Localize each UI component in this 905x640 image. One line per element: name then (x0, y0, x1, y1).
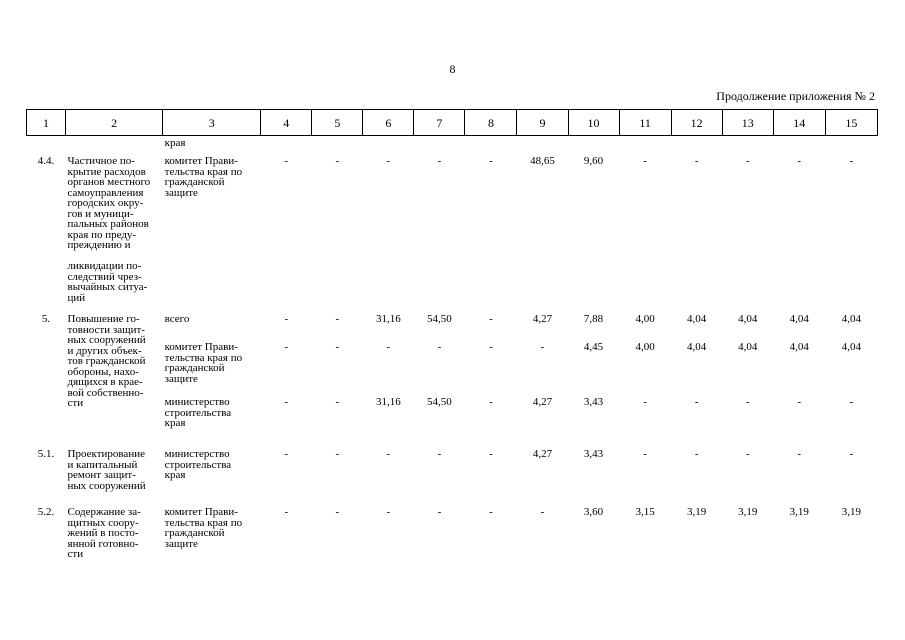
header-cell: 14 (773, 110, 825, 136)
cell-value (825, 136, 877, 157)
table-row (27, 156, 878, 314)
header-cell: 5 (312, 110, 363, 136)
cell-value: - (335, 448, 340, 460)
cell-value: 3,60 (583, 506, 604, 518)
header-cell: 9 (517, 110, 568, 136)
cell-value: - (797, 155, 802, 167)
cell-value: - (797, 448, 802, 460)
cell-agency: комитет Прави- тельства края по гражданской защите (164, 155, 243, 199)
cell-agency: министерство строительства края (164, 448, 232, 481)
cell-name: Содержание за- щитных соору- жений в посто- янной готовно- сти (67, 506, 141, 560)
cell-value: 3,19 (841, 506, 861, 518)
table-row (27, 449, 878, 507)
cell-agency: министерство строительства края (164, 396, 232, 429)
header-cell: 4 (261, 110, 312, 136)
cell-value: - (540, 341, 545, 353)
cell-value: 4,27 (532, 448, 553, 460)
cell-value: - (284, 448, 289, 460)
table-row (27, 314, 878, 342)
page-number: 8 (449, 62, 456, 76)
cell-value: - (694, 396, 699, 408)
cell-value: 54,50 (427, 396, 452, 408)
cell-value: - (643, 396, 647, 408)
cell-value: 3,19 (738, 506, 758, 518)
cell-value: - (489, 313, 493, 325)
header-cell: 1 (27, 110, 66, 136)
cell-value: 4,00 (635, 341, 655, 353)
cell-value: 3,19 (687, 506, 707, 518)
continuation-label: Продолжение приложения № 2 (716, 89, 875, 103)
cell-name (66, 136, 163, 157)
cell-name: Частичное по- крытие расходов органов местного самоуправления городских окру- гов и муници- пальных районов края по преду- преждению и ликвидации по- следствий чрез- вычайных ситуа- ций (67, 155, 151, 304)
cell-value (363, 136, 414, 157)
cell-value: - (643, 448, 647, 460)
cell-value: - (489, 448, 493, 460)
cell-value: - (284, 313, 289, 325)
cell-value: 31,16 (375, 396, 401, 408)
cell-value: 4,04 (738, 313, 758, 325)
cell-no: 5.2. (37, 506, 55, 518)
cell-value: - (540, 506, 545, 518)
cell-value (261, 136, 312, 157)
header-cell: 3 (163, 110, 261, 136)
cell-value: - (643, 155, 647, 167)
cell-value: - (489, 155, 493, 167)
cell-value: - (335, 396, 340, 408)
cell-no: 5.1. (37, 448, 55, 460)
cell-value: - (797, 396, 802, 408)
header-cell: 10 (568, 110, 619, 136)
cell-no: 5. (41, 313, 51, 325)
appendix-table (26, 109, 878, 565)
cell-value: - (335, 506, 340, 518)
cell-value: - (386, 155, 391, 167)
header-cell: 6 (363, 110, 414, 136)
cell-value (312, 136, 363, 157)
cell-value: - (335, 155, 340, 167)
cell-value: 4,45 (583, 341, 604, 353)
cell-name: Повышение го- товности защит- ных сооружений и других объек- тов гражданской обороны, нахо- дящихся в крае- вой собственно- сти (67, 313, 146, 409)
cell-value: - (335, 341, 340, 353)
header-cell: 2 (66, 110, 163, 136)
header-cell: 15 (825, 110, 877, 136)
cell-value: - (284, 506, 289, 518)
cell-value: - (745, 155, 750, 167)
cell-value: 7,88 (583, 313, 604, 325)
cell-value: - (386, 341, 391, 353)
cell-no (27, 136, 66, 157)
cell-no: 4.4. (37, 155, 55, 167)
cell-value: - (386, 506, 391, 518)
cell-agency: всего (164, 313, 190, 325)
cell-value: - (694, 155, 699, 167)
cell-value: 4,04 (841, 341, 861, 353)
cell-value: 4,27 (532, 313, 553, 325)
header-cell: 8 (465, 110, 517, 136)
cell-value: 3,19 (789, 506, 809, 518)
table-row (27, 507, 878, 565)
cell-value: 31,16 (375, 313, 401, 325)
cell-value: - (284, 396, 289, 408)
cell-value: 54,50 (427, 313, 452, 325)
cell-value: 3,43 (583, 448, 604, 460)
cell-value: - (284, 155, 289, 167)
cell-value (568, 136, 619, 157)
cell-value: - (489, 506, 493, 518)
header-cell: 7 (414, 110, 465, 136)
cell-value: 4,00 (635, 313, 655, 325)
cell-value: - (489, 396, 493, 408)
cell-value: 3,43 (583, 396, 604, 408)
cell-value: 4,04 (687, 313, 707, 325)
cell-agency: края (164, 137, 186, 149)
cell-value: 4,04 (789, 341, 809, 353)
cell-value: - (849, 448, 854, 460)
cell-value: 4,04 (687, 341, 707, 353)
cell-value: - (437, 155, 442, 167)
cell-value: - (849, 155, 854, 167)
header-cell: 11 (619, 110, 671, 136)
cell-value: 4,04 (841, 313, 861, 325)
cell-value: - (745, 396, 750, 408)
cell-name: Проектирование и капитальный ремонт защит- ных сооружений (67, 448, 146, 492)
table-row (27, 136, 878, 157)
cell-value: - (694, 448, 699, 460)
cell-value: - (745, 448, 750, 460)
cell-value (517, 136, 568, 157)
cell-value (773, 136, 825, 157)
cell-value: - (386, 448, 391, 460)
cell-value: - (489, 341, 493, 353)
cell-value: - (849, 396, 854, 408)
cell-value (671, 136, 722, 157)
cell-value: 9,60 (583, 155, 604, 167)
header-cell: 12 (671, 110, 722, 136)
cell-value: 48,65 (530, 155, 555, 167)
cell-value: 4,04 (738, 341, 758, 353)
cell-value: - (284, 341, 289, 353)
cell-value (722, 136, 773, 157)
cell-value: - (335, 313, 340, 325)
cell-value: 3,15 (635, 506, 655, 518)
cell-value (414, 136, 465, 157)
cell-value: - (437, 506, 442, 518)
cell-value: - (437, 448, 442, 460)
cell-value: - (437, 341, 442, 353)
cell-value: 4,27 (532, 396, 553, 408)
cell-value (619, 136, 671, 157)
header-row (27, 110, 878, 136)
cell-value: 4,04 (789, 313, 809, 325)
cell-value (465, 136, 517, 157)
cell-agency: комитет Прави- тельства края по гражданской защите (164, 341, 243, 385)
cell-agency: комитет Прави- тельства края по гражданской защите (164, 506, 243, 550)
header-cell: 13 (722, 110, 773, 136)
